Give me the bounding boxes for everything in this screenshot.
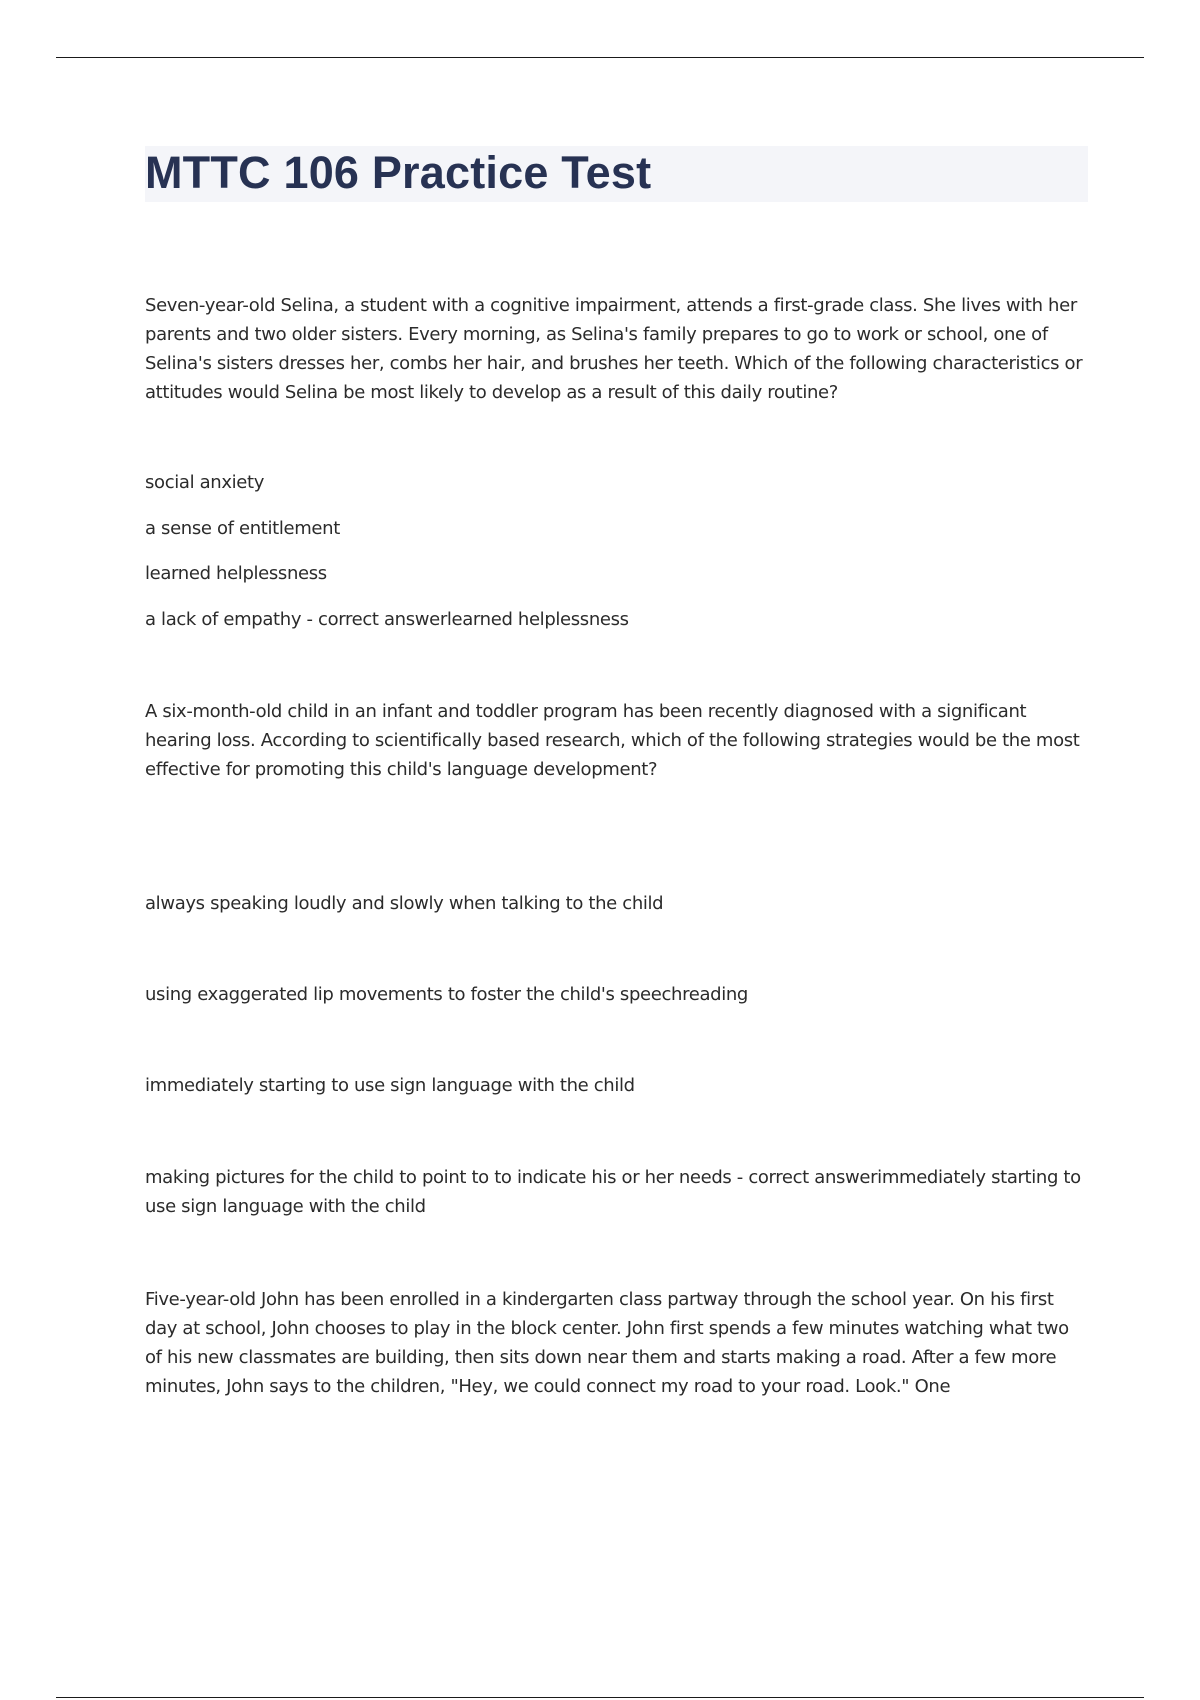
question-2-option-3: immediately starting to use sign language with the child — [145, 1075, 635, 1096]
header-rule — [56, 57, 1144, 58]
question-2-option-4: making pictures for the child to point to to indicate his or her needs - correct answerimmediately starting to use sign language with the child — [145, 1167, 1081, 1217]
question-2-prompt: A six-month-old child in an infant and toddler program has been recently diagnosed with a significant hearing loss. According to scientifically based research, which of the following strategies would be the most effective for promoting this child's language development? — [145, 701, 1080, 780]
document-title: MTTC 106 Practice Test — [145, 147, 652, 198]
question-2-option-1: always speaking loudly and slowly when talking to the child — [145, 893, 664, 914]
question-3-prompt: Five-year-old John has been enrolled in a kindergarten class partway through the school year. On his first day at school, John chooses to play in the block center. John first spends a few minutes watching what two of his new classmates are building, then sits down near them and starts making a road. After a few more minutes, John says to the children, "Hey, we could connect my road to your road. Look." One — [145, 1289, 1069, 1397]
footer-rule — [56, 1697, 1144, 1698]
question-1-option-1: social anxiety — [145, 472, 265, 493]
question-1-prompt: Seven-year-old Selina, a student with a cognitive impairment, attends a first-grade class. She lives with her parents and two older sisters. Every morning, as Selina's family prepares to go to work or school, one of Selina's sisters dresses her, combs her hair, and brushes her teeth. Which of the following characteristics or attitudes would Selina be most likely to develop as a result of this daily routine? — [145, 295, 1083, 403]
question-1-option-3: learned helplessness — [145, 563, 327, 584]
question-1-option-4: a lack of empathy - correct answerlearned helplessness — [145, 609, 629, 630]
question-2-option-2: using exaggerated lip movements to foster the child's speechreading — [145, 984, 749, 1005]
question-1-option-2: a sense of entitlement — [145, 518, 340, 539]
